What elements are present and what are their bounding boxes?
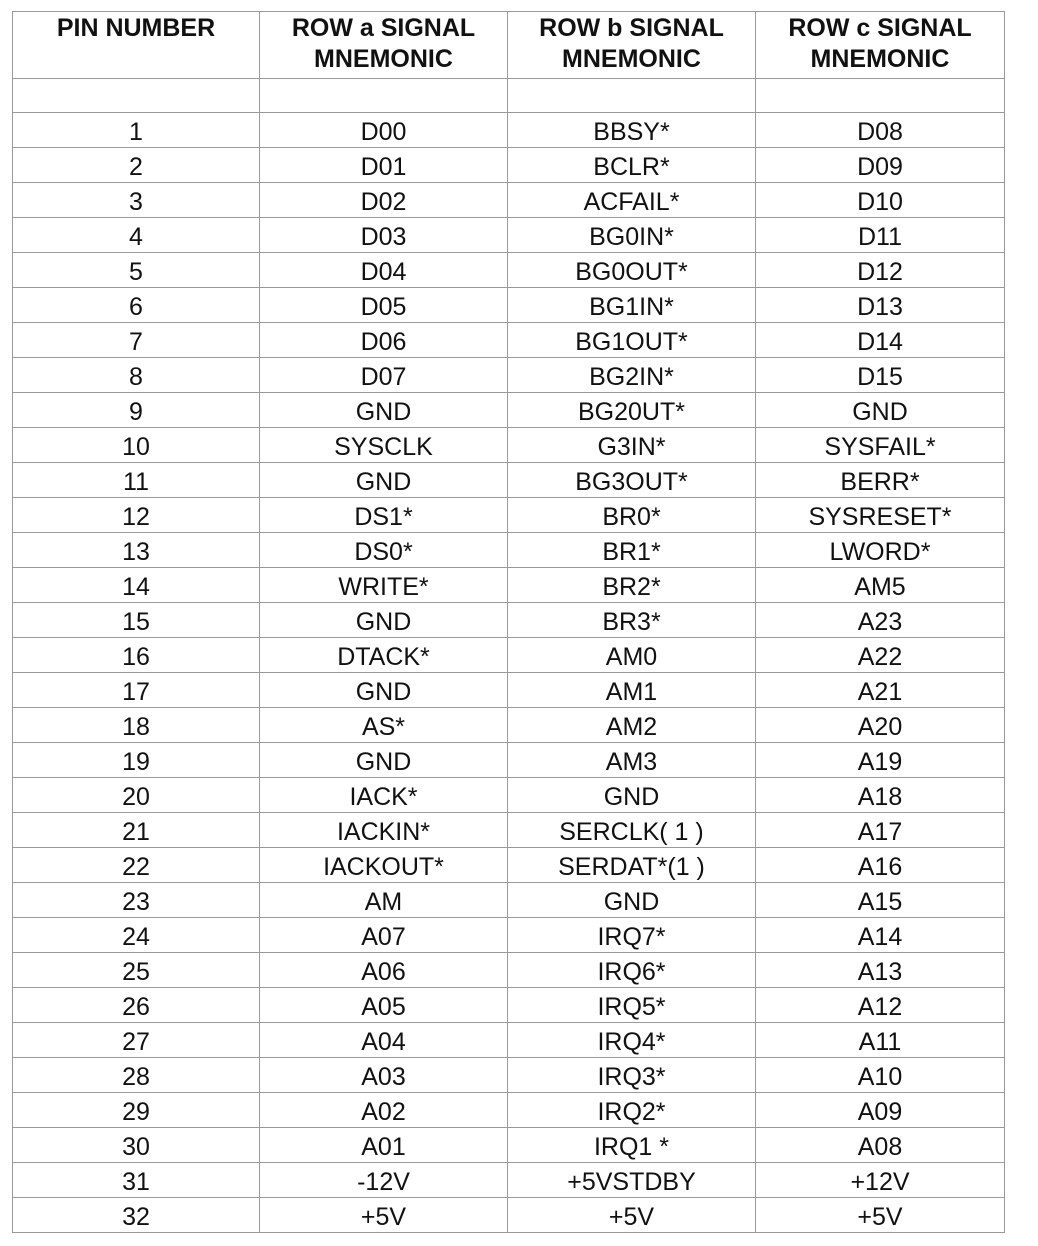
pin-number-cell: 10 bbox=[13, 428, 260, 463]
row-b-signal-cell: IRQ5* bbox=[508, 988, 756, 1023]
row-b-signal-cell: BG20UT* bbox=[508, 393, 756, 428]
header-row-b-signal: ROW b SIGNAL MNEMONIC bbox=[508, 12, 756, 79]
row-b-signal-cell: IRQ6* bbox=[508, 953, 756, 988]
row-b-signal-cell: BR1* bbox=[508, 533, 756, 568]
row-a-signal-cell: D06 bbox=[260, 323, 508, 358]
table-row bbox=[13, 1163, 1005, 1198]
row-c-signal-cell: A14 bbox=[756, 918, 1005, 953]
row-a-signal-cell: IACK* bbox=[260, 778, 508, 813]
pin-number-cell: 1 bbox=[13, 113, 260, 148]
pin-number-cell: 21 bbox=[13, 813, 260, 848]
row-a-signal-cell: GND bbox=[260, 673, 508, 708]
row-a-signal-cell: DS1* bbox=[260, 498, 508, 533]
pin-number-cell: 3 bbox=[13, 183, 260, 218]
row-c-signal-cell: D10 bbox=[756, 183, 1005, 218]
pin-number-cell: 27 bbox=[13, 1023, 260, 1058]
table-row bbox=[13, 533, 1005, 568]
row-b-signal-cell: AM2 bbox=[508, 708, 756, 743]
row-c-signal-cell: A18 bbox=[756, 778, 1005, 813]
table-row bbox=[13, 813, 1005, 848]
row-c-signal-cell: D13 bbox=[756, 288, 1005, 323]
row-a-signal-cell: +5V bbox=[260, 1198, 508, 1233]
pin-number-cell: 32 bbox=[13, 1198, 260, 1233]
table-row bbox=[13, 498, 1005, 533]
row-c-signal-cell: D11 bbox=[756, 218, 1005, 253]
table-row bbox=[13, 638, 1005, 673]
header-pin-number: PIN NUMBER bbox=[13, 12, 260, 79]
pin-number-cell: 13 bbox=[13, 533, 260, 568]
row-b-signal-cell: IRQ4* bbox=[508, 1023, 756, 1058]
table-row bbox=[13, 568, 1005, 603]
pin-number-cell: 5 bbox=[13, 253, 260, 288]
table-row bbox=[13, 393, 1005, 428]
row-a-signal-cell: D04 bbox=[260, 253, 508, 288]
table-row bbox=[13, 918, 1005, 953]
table-row bbox=[13, 1023, 1005, 1058]
pin-number-cell: 22 bbox=[13, 848, 260, 883]
pin-number-cell: 9 bbox=[13, 393, 260, 428]
header-row-c-signal: ROW c SIGNAL MNEMONIC bbox=[756, 12, 1005, 79]
row-c-signal-cell: A12 bbox=[756, 988, 1005, 1023]
row-a-signal-cell: GND bbox=[260, 463, 508, 498]
row-c-signal-cell: SYSRESET* bbox=[756, 498, 1005, 533]
row-a-signal-cell: GND bbox=[260, 393, 508, 428]
pin-number-cell: 23 bbox=[13, 883, 260, 918]
pin-number-cell: 30 bbox=[13, 1128, 260, 1163]
table-row bbox=[13, 708, 1005, 743]
row-a-signal-cell: D00 bbox=[260, 113, 508, 148]
row-b-signal-cell: ACFAIL* bbox=[508, 183, 756, 218]
pin-number-cell: 16 bbox=[13, 638, 260, 673]
row-b-signal-cell: BG0OUT* bbox=[508, 253, 756, 288]
row-c-signal-cell: D15 bbox=[756, 358, 1005, 393]
row-a-signal-cell: A03 bbox=[260, 1058, 508, 1093]
pin-number-cell: 19 bbox=[13, 743, 260, 778]
table-row bbox=[13, 358, 1005, 393]
row-c-signal-cell: GND bbox=[756, 393, 1005, 428]
table-row bbox=[13, 113, 1005, 148]
row-a-signal-cell: SYSCLK bbox=[260, 428, 508, 463]
table-row bbox=[13, 743, 1005, 778]
row-c-signal-cell: A11 bbox=[756, 1023, 1005, 1058]
row-a-signal-cell: A02 bbox=[260, 1093, 508, 1128]
table-row bbox=[13, 988, 1005, 1023]
pin-number-cell: 12 bbox=[13, 498, 260, 533]
row-c-signal-cell: A16 bbox=[756, 848, 1005, 883]
table-row bbox=[13, 848, 1005, 883]
table-row bbox=[13, 463, 1005, 498]
row-c-signal-cell: LWORD* bbox=[756, 533, 1005, 568]
pin-number-cell: 17 bbox=[13, 673, 260, 708]
header-row bbox=[13, 12, 1005, 79]
row-b-signal-cell: BG0IN* bbox=[508, 218, 756, 253]
pin-number-cell: 24 bbox=[13, 918, 260, 953]
row-b-signal-cell: IRQ2* bbox=[508, 1093, 756, 1128]
row-c-signal-cell: D09 bbox=[756, 148, 1005, 183]
pin-number-cell: 2 bbox=[13, 148, 260, 183]
row-a-signal-cell: DTACK* bbox=[260, 638, 508, 673]
pin-number-cell: 31 bbox=[13, 1163, 260, 1198]
row-b-signal-cell: BG3OUT* bbox=[508, 463, 756, 498]
pin-number-cell: 6 bbox=[13, 288, 260, 323]
row-c-signal-cell: D14 bbox=[756, 323, 1005, 358]
table-row bbox=[13, 288, 1005, 323]
table-row bbox=[13, 183, 1005, 218]
row-a-signal-cell: GND bbox=[260, 743, 508, 778]
pin-number-cell: 25 bbox=[13, 953, 260, 988]
pin-number-cell: 14 bbox=[13, 568, 260, 603]
row-c-signal-cell: A15 bbox=[756, 883, 1005, 918]
pin-number-cell: 11 bbox=[13, 463, 260, 498]
table-row bbox=[13, 883, 1005, 918]
table-row bbox=[13, 253, 1005, 288]
empty-row bbox=[13, 79, 1005, 113]
table-row bbox=[13, 323, 1005, 358]
row-b-signal-cell: IRQ7* bbox=[508, 918, 756, 953]
pin-number-cell: 28 bbox=[13, 1058, 260, 1093]
row-c-signal-cell: AM5 bbox=[756, 568, 1005, 603]
row-a-signal-cell: D07 bbox=[260, 358, 508, 393]
empty-cell bbox=[756, 79, 1005, 113]
row-b-signal-cell: BR2* bbox=[508, 568, 756, 603]
table-row bbox=[13, 953, 1005, 988]
row-b-signal-cell: BG2IN* bbox=[508, 358, 756, 393]
pin-number-cell: 20 bbox=[13, 778, 260, 813]
row-a-signal-cell: D05 bbox=[260, 288, 508, 323]
row-c-signal-cell: A23 bbox=[756, 603, 1005, 638]
row-a-signal-cell: A04 bbox=[260, 1023, 508, 1058]
row-b-signal-cell: BG1OUT* bbox=[508, 323, 756, 358]
pin-number-cell: 4 bbox=[13, 218, 260, 253]
row-b-signal-cell: BG1IN* bbox=[508, 288, 756, 323]
empty-cell bbox=[508, 79, 756, 113]
row-b-signal-cell: BCLR* bbox=[508, 148, 756, 183]
row-b-signal-cell: BBSY* bbox=[508, 113, 756, 148]
header-row-a-signal: ROW a SIGNAL MNEMONIC bbox=[260, 12, 508, 79]
row-c-signal-cell: A13 bbox=[756, 953, 1005, 988]
pin-number-cell: 18 bbox=[13, 708, 260, 743]
table-row bbox=[13, 1058, 1005, 1093]
row-a-signal-cell: AS* bbox=[260, 708, 508, 743]
row-a-signal-cell: IACKOUT* bbox=[260, 848, 508, 883]
row-a-signal-cell: -12V bbox=[260, 1163, 508, 1198]
empty-cell bbox=[260, 79, 508, 113]
row-a-signal-cell: D01 bbox=[260, 148, 508, 183]
row-a-signal-cell: A07 bbox=[260, 918, 508, 953]
row-b-signal-cell: AM0 bbox=[508, 638, 756, 673]
table-row bbox=[13, 1198, 1005, 1233]
table-row bbox=[13, 778, 1005, 813]
row-b-signal-cell: SERDAT*(1 ) bbox=[508, 848, 756, 883]
pin-number-cell: 7 bbox=[13, 323, 260, 358]
row-c-signal-cell: A21 bbox=[756, 673, 1005, 708]
row-a-signal-cell: GND bbox=[260, 603, 508, 638]
row-c-signal-cell: A20 bbox=[756, 708, 1005, 743]
row-a-signal-cell: A05 bbox=[260, 988, 508, 1023]
row-c-signal-cell: A17 bbox=[756, 813, 1005, 848]
row-b-signal-cell: GND bbox=[508, 883, 756, 918]
row-b-signal-cell: AM1 bbox=[508, 673, 756, 708]
table-row bbox=[13, 603, 1005, 638]
pin-number-cell: 15 bbox=[13, 603, 260, 638]
row-b-signal-cell: IRQ3* bbox=[508, 1058, 756, 1093]
row-a-signal-cell: IACKIN* bbox=[260, 813, 508, 848]
row-a-signal-cell: A06 bbox=[260, 953, 508, 988]
table-row bbox=[13, 1128, 1005, 1163]
row-b-signal-cell: +5V bbox=[508, 1198, 756, 1233]
row-a-signal-cell: WRITE* bbox=[260, 568, 508, 603]
row-a-signal-cell: D02 bbox=[260, 183, 508, 218]
row-c-signal-cell: SYSFAIL* bbox=[756, 428, 1005, 463]
row-c-signal-cell: +12V bbox=[756, 1163, 1005, 1198]
row-b-signal-cell: AM3 bbox=[508, 743, 756, 778]
row-a-signal-cell: A01 bbox=[260, 1128, 508, 1163]
row-b-signal-cell: GND bbox=[508, 778, 756, 813]
row-c-signal-cell: A09 bbox=[756, 1093, 1005, 1128]
row-c-signal-cell: A08 bbox=[756, 1128, 1005, 1163]
pin-number-cell: 29 bbox=[13, 1093, 260, 1128]
table-row bbox=[13, 1093, 1005, 1128]
row-c-signal-cell: A19 bbox=[756, 743, 1005, 778]
table-row bbox=[13, 218, 1005, 253]
table-row bbox=[13, 428, 1005, 463]
row-c-signal-cell: D12 bbox=[756, 253, 1005, 288]
table-row bbox=[13, 148, 1005, 183]
pin-number-cell: 8 bbox=[13, 358, 260, 393]
row-c-signal-cell: A10 bbox=[756, 1058, 1005, 1093]
table-row bbox=[13, 673, 1005, 708]
pinout-table bbox=[12, 11, 1005, 1233]
row-a-signal-cell: AM bbox=[260, 883, 508, 918]
row-b-signal-cell: G3IN* bbox=[508, 428, 756, 463]
row-a-signal-cell: D03 bbox=[260, 218, 508, 253]
row-b-signal-cell: BR0* bbox=[508, 498, 756, 533]
row-b-signal-cell: IRQ1 * bbox=[508, 1128, 756, 1163]
row-b-signal-cell: +5VSTDBY bbox=[508, 1163, 756, 1198]
row-c-signal-cell: BERR* bbox=[756, 463, 1005, 498]
row-c-signal-cell: +5V bbox=[756, 1198, 1005, 1233]
row-b-signal-cell: BR3* bbox=[508, 603, 756, 638]
pin-number-cell: 26 bbox=[13, 988, 260, 1023]
row-b-signal-cell: SERCLK( 1 ) bbox=[508, 813, 756, 848]
row-c-signal-cell: A22 bbox=[756, 638, 1005, 673]
row-c-signal-cell: D08 bbox=[756, 113, 1005, 148]
row-a-signal-cell: DS0* bbox=[260, 533, 508, 568]
empty-cell bbox=[13, 79, 260, 113]
